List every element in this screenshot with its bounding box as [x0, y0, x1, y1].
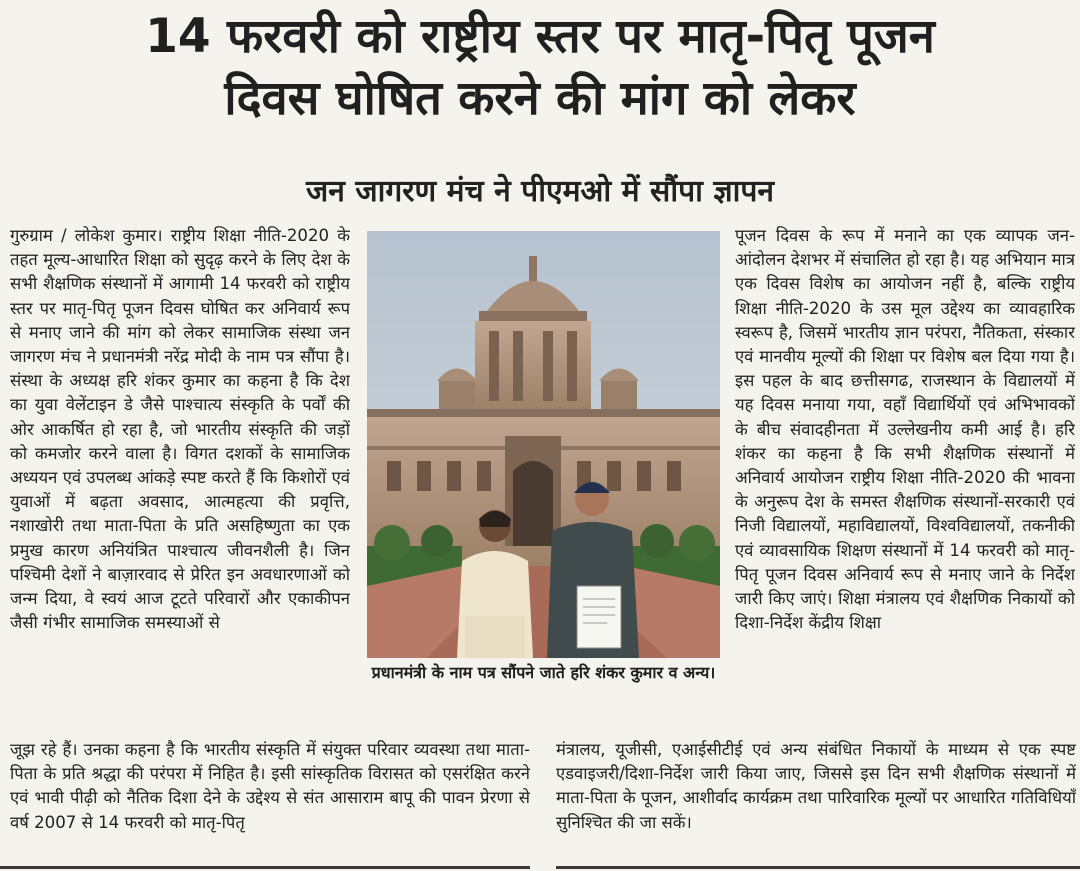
article-text-bottom-left: जूझ रहे हैं। उनका कहना है कि भारतीय संस्कृति में संयुक्त परिवार व्यवस्था तथा माता-पिता के प्रति श्रद्धा की परंपरा में निहित है। इसी सांस्कृतिक विरासत को एसरंक्षित करने एवं भावी पीढ़ी को नैतिक दिशा देने के उद्देश्य से संत आसाराम बापू की पावन प्रेरणा से वर्ष 2007 से 14 फरवरी को मातृ-पितृ: [10, 740, 530, 832]
subheadline: जन जागरण मंच ने पीएमओ में सौंपा ज्ञापन: [305, 174, 775, 209]
photo-caption: प्रधानमंत्री के नाम पत्र सौंपने जाते हरि शंकर कुमार व अन्य।: [371, 663, 716, 682]
article-bottom-right: [556, 738, 1076, 860]
headline-line-2: दिवस घोषित करने की मांग को लेकर: [224, 71, 856, 126]
article-column-right: [735, 224, 1075, 734]
headline-line-1: 14 फरवरी को राष्ट्रीय स्तर पर मातृ-पितृ पूजन: [145, 9, 935, 64]
article-text-bottom-right: मंत्रालय, यूजीसी, एआईसीटीई एवं अन्य संबंधित निकायों के माध्यम से एक स्पष्ट एडवाइजरी/दिशा-निर्देश जारी किया जाए, जिससे इस दिन सभी शैक्षणिक संस्थानों में माता-पिता के पूजन, आशीर्वाद कार्यक्रम तथा पारिवारिक मूल्यों पर आधारित गतिविधियाँ सुनिश्चित की जा सकें।: [556, 740, 1076, 832]
article-bottom-left: [10, 738, 530, 860]
article-text-left: गुरुग्राम / लोकेश कुमार। राष्ट्रीय शिक्षा नीति-2020 के तहत मूल्य-आधारित शिक्षा को सुदृढ़ करने के लिए देश के सभी शैक्षणिक संस्थानों में आगामी 14 फरवरी को राष्ट्रीय स्तर पर मातृ-पितृ पूजन दिवस घोषित कर अनिवार्य रूप से मनाए जाने की मांग को लेकर सामाजिक संस्था जन जागरण मंच ने प्रधानमंत्री नरेंद्र मोदी के नाम पत्र सौंपा है। संस्था के अध्यक्ष हरि शंकर कुमार का कहना है कि देश का युवा वेलेंटाइन डे जैसे पाश्चात्य संस्कृति के पर्वों की ओर आकर्षित हो रहा है, जो भारतीय संस्कृति की जड़ों को कमजोर करने वाला है। विगत दशकों के सामाजिक अध्ययन एवं उपलब्ध आंकड़े स्पष्ट करते हैं कि किशोरों एवं युवाओं में बढ़ता अवसाद, आत्महत्या की प्रवृत्ति, नशाखोरी तथा माता-पिता के प्रति असहिष्णुता का एक प्रमुख कारण अनियंत्रित पाश्चात्य जीवनशैली है। जिन पश्चिमी देशों ने बाज़ारवाद से प्रेरित इन अवधारणाओं को जन्म दिया, वे स्वयं आज टूटते परिवारों और एकाकीपन जैसी गंभीर सामाजिक समस्याओं से: [10, 226, 350, 633]
news-photo: [367, 231, 720, 658]
headline: [0, 6, 1080, 130]
secretariat-building-photo: [367, 231, 720, 658]
article-column-left: [10, 224, 350, 734]
article-text-right: पूजन दिवस के रूप में मनाने का एक व्यापक जन-आंदोलन देशभर में संचालित हो रहा है। यह अभियान मात्र एक दिवस विशेष का आयोजन नहीं है, बल्कि राष्ट्रीय शिक्षा नीति-2020 के उस मूल उद्देश्य का व्यावहारिक स्वरूप है, जिसमें भारतीय ज्ञान परंपरा, नैतिकता, संस्कार एवं मानवीय मूल्यों की शिक्षा पर विशेष बल दिया गया है। इस पहल के बाद छत्तीसगढ, राजस्थान के विद्यालयों में यह दिवस मनाया गया, वहाँ विद्यार्थियों एवं अभिभावकों के बीच संवादहीनता में उल्लेखनीय कमी आई है। हरि शंकर का कहना है कि सभी शैक्षणिक संस्थानों में अनिवार्य आयोजन राष्ट्रीय शिक्षा नीति-2020 की भावना के अनुरूप देश के समस्त शैक्षणिक संस्थानों-सरकारी एवं निजी विद्यालयों, महाविद्यालयों, विश्वविद्यालयों, तकनीकी एवं व्यावसायिक शिक्षण संस्थानों में 14 फरवरी को मातृ-पितृ पूजन दिवस अनिवार्य रूप से मनाए जाने के निर्देश जारी किए जाएं। शिक्षा मंत्रालय एवं शैक्षणिक निकायों को दिशा-निर्देश केंद्रीय शिक्षा: [735, 226, 1075, 633]
bottom-divider-right: [556, 866, 1080, 869]
bottom-divider-left: [0, 866, 530, 869]
